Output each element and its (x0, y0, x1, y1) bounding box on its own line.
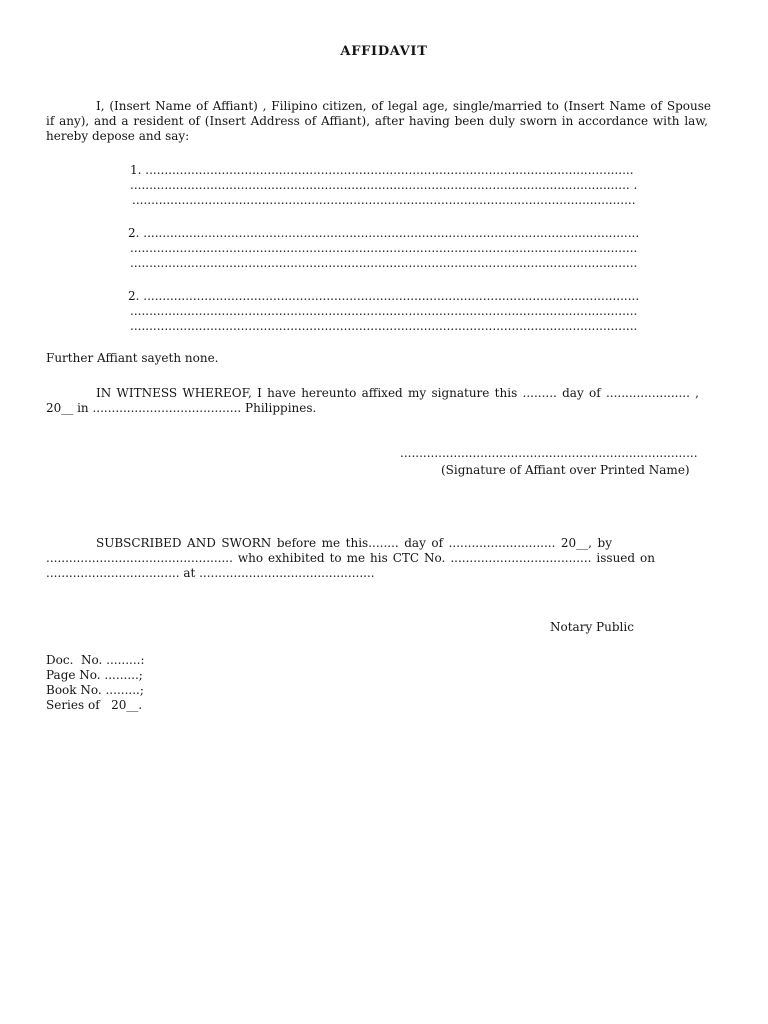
statement-line: ..................................................................................................................................... (130, 241, 638, 255)
statement-line: ................................................................................................................................... . (130, 178, 638, 192)
jurat-line: SUBSCRIBED AND SWORN before me this........ day of ............................ 20__, by (96, 536, 612, 550)
statement-line: 2. .................................................................................................................................. (128, 226, 640, 240)
attestation-line: IN WITNESS WHEREOF, I have hereunto affixed my signature this ......... day of ...................... , (96, 386, 699, 400)
intro-line: I, (Insert Name of Affiant) , Filipino citizen, of legal age, single/married to (Insert Name of Spouse (96, 99, 711, 113)
statement-line: 2. .................................................................................................................................. (128, 289, 640, 303)
jurat-line: ................................................. who exhibited to me his CTC No. ..................................... issued on (46, 551, 655, 565)
book-number-field: Book No. .........; (46, 683, 144, 697)
page-number-field: Page No. .........; (46, 668, 143, 682)
statement-line: ..................................................................................................................................... (130, 256, 638, 270)
series-field: Series of 20__. (46, 698, 143, 712)
intro-line: if any), and a resident of (Insert Address of Affiant), after having been duly sworn in accordance with law, (46, 114, 708, 128)
statement-line: 1. ................................................................................................................................ (130, 163, 634, 177)
statement-line: .................................................................................................................................... (132, 193, 636, 207)
closing-statement: Further Affiant sayeth none. (46, 351, 219, 365)
signature-caption: (Signature of Affiant over Printed Name) (441, 463, 690, 477)
attestation-line: 20__ in ....................................... Philippines. (46, 401, 317, 415)
jurat-line: ................................... at .............................................. (46, 566, 375, 580)
statement-line: ..................................................................................................................................... (130, 319, 638, 333)
intro-line: hereby depose and say: (46, 129, 190, 143)
notary-public-label: Notary Public (550, 620, 634, 634)
statement-line: ..................................................................................................................................... (130, 304, 638, 318)
signature-line: .............................................................................. (400, 446, 698, 460)
document-title: AFFIDAVIT (340, 44, 428, 59)
doc-number-field: Doc. No. .........: (46, 653, 145, 667)
